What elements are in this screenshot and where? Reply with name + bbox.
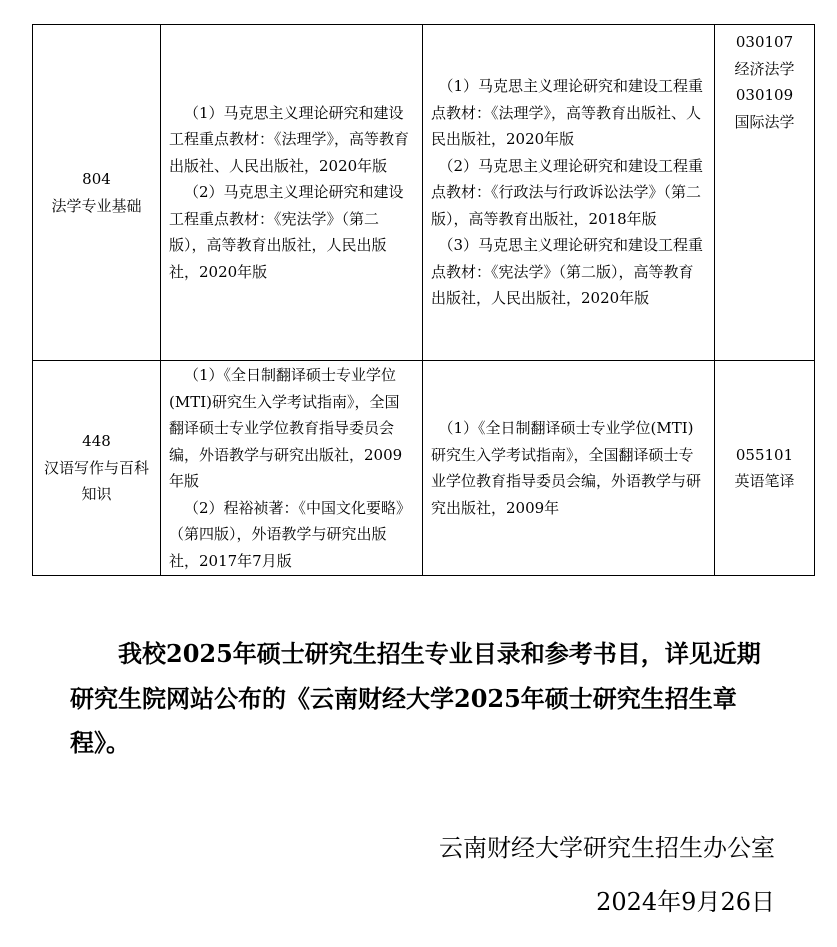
book-entry: （2）马克思主义理论研究和建设工程重点教材：《行政法与行政诉讼法学》（第二版），高等教育出版社，2018年版 bbox=[431, 156, 704, 228]
major-code: 030107 bbox=[735, 33, 794, 51]
notice-paragraph: 我校2025年硕士研究生招生专业目录和参考书目，详见近期研究生院网站公布的《云南财经大学2025年硕士研究生招生章程》。 bbox=[70, 639, 761, 757]
exam-code: 448 bbox=[82, 432, 111, 451]
exam-code: 804 bbox=[82, 170, 111, 188]
issuing-office: 云南财经大学研究生招生办公室 bbox=[439, 834, 775, 862]
reference-books-cell bbox=[423, 25, 715, 361]
reference-books-cell bbox=[161, 25, 423, 361]
book-entry: （2）程裕祯著：《中国文化要略》（第四版），外语教学与研究出版社，2017年7月版 bbox=[169, 498, 412, 570]
exam-name: 法学专业基础 bbox=[51, 196, 142, 215]
table-row bbox=[33, 361, 815, 576]
reference-books-cell bbox=[161, 361, 423, 576]
book-entry: （1）《全日制翻译硕士专业学位(MTI)研究生入学考试指南》，全国翻译硕士专业学位教育指导委员会编，外语教学与研究出版社，2009年 bbox=[431, 419, 702, 517]
major-code: 055101 bbox=[735, 445, 794, 464]
major-cell bbox=[715, 25, 815, 361]
book-entry: （1）《全日制翻译硕士专业学位(MTI)研究生入学考试指南》，全国翻译硕士专业学位教育指导委员会编，外语教学与研究出版社，2009年版 bbox=[169, 366, 403, 490]
issue-date: 2024年9月26日 bbox=[596, 888, 775, 916]
book-entry: （3）马克思主义理论研究和建设工程重点教材：《宪法学》（第二版），高等教育出版社，人民出版社，2020年版 bbox=[431, 236, 704, 308]
exam-subject-cell bbox=[33, 25, 161, 361]
major-cell bbox=[715, 361, 815, 576]
reference-books-table bbox=[32, 24, 815, 576]
book-entry: （1）马克思主义理论研究和建设工程重点教材：《法理学》，高等教育出版社、人民出版社，2020年版 bbox=[169, 103, 410, 175]
book-entry: （2）马克思主义理论研究和建设工程重点教材：《宪法学》（第二版），高等教育出版社，人民出版社，2020年版 bbox=[169, 183, 404, 281]
major-code: 030109 bbox=[735, 86, 794, 104]
major-name: 国际法学 bbox=[734, 112, 795, 131]
major-name: 英语笔译 bbox=[734, 472, 795, 490]
major-name: 经济法学 bbox=[734, 59, 795, 78]
exam-name: 汉语写作与百科知识 bbox=[43, 458, 149, 504]
table-row bbox=[33, 25, 815, 361]
reference-books-cell bbox=[423, 361, 715, 576]
exam-subject-cell bbox=[33, 361, 161, 576]
book-entry: （1）马克思主义理论研究和建设工程重点教材：《法理学》，高等教育出版社、人民出版社，2020年版 bbox=[431, 77, 704, 149]
